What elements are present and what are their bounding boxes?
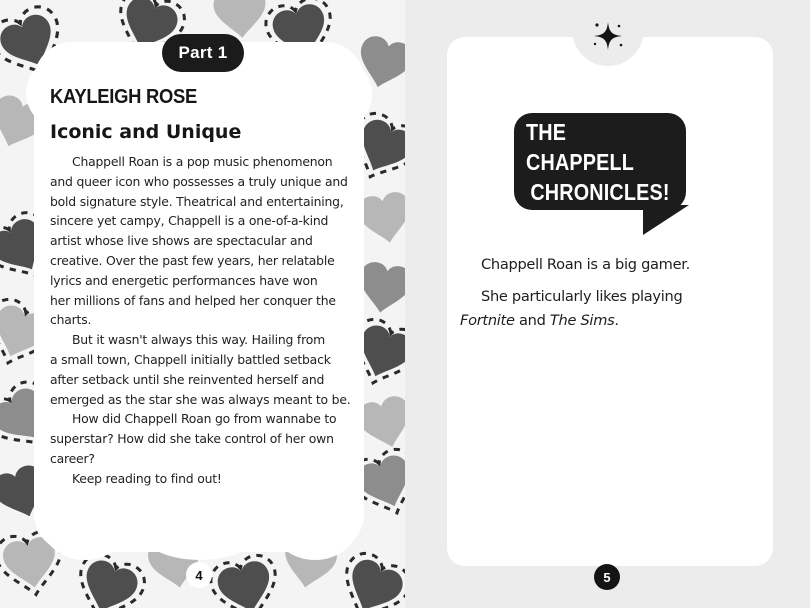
game-title-fortnite: Fortnite [460, 312, 515, 329]
bubble-title-line-2: CHRONICLES! [530, 178, 670, 205]
right-page [405, 0, 810, 608]
body-line: But it wasn't always this way. Hailing from [72, 332, 325, 348]
page-number-left: 4 [186, 562, 212, 588]
body-line: sincere yet campy, Chappell is a one-of-a-kind [50, 213, 329, 229]
panel-bump [270, 480, 360, 560]
body-line: emerged as the star she was always meant to be. [50, 391, 351, 407]
fact-text: Chappell Roan is a big gamer. [481, 256, 690, 273]
speech-tail-icon [643, 205, 689, 235]
body-line: Chappell Roan is a pop music phenomenon [72, 154, 333, 169]
body-line: creative. Over the past few years, her relatable [50, 252, 335, 268]
fact-paragraph-2 [460, 285, 760, 333]
body-line: career? [50, 450, 95, 466]
panel-bump [40, 480, 130, 560]
panel-bump [300, 58, 372, 130]
fact-conjunction: and [514, 312, 550, 329]
body-line: Keep reading to find out! [72, 470, 222, 486]
part-label: Part 1 [162, 34, 244, 72]
chapter-title: Iconic and Unique [50, 121, 242, 143]
panel-bump [140, 500, 260, 560]
fact-text-line [460, 309, 760, 333]
body-line: and queer icon who possesses a truly unique and [50, 173, 348, 189]
body-line: artist whose live shows are spectacular and [50, 233, 313, 249]
speech-bubble [514, 113, 686, 210]
body-line: a small town, Chappell initially battled setback [50, 351, 331, 367]
bubble-title-line-1: THE CHAPPELL [526, 118, 635, 175]
body-line: lyrics and energetic performances have won [50, 272, 318, 288]
body-line: bold signature style. Theatrical and entertaining, [50, 193, 344, 209]
chapter-body [50, 152, 356, 489]
body-line: superstar? How did she take control of her own [50, 431, 334, 447]
sparkle-icon [590, 18, 626, 54]
body-line: How did Chappell Roan go from wannabe to [72, 411, 337, 427]
page-number-right: 5 [594, 564, 620, 590]
game-title-the-sims: The Sims [549, 312, 615, 329]
body-line: her millions of fans and helped her conquer the [50, 292, 336, 308]
body-line: charts. [50, 312, 92, 328]
fact-period: . [614, 312, 619, 329]
body-line: after setback until she reinvented herself and [50, 371, 325, 387]
fact-text: She particularly likes playing [481, 288, 683, 305]
author-name: KAYLEIGH ROSE [50, 86, 198, 108]
fact-paragraph-1 [460, 253, 760, 277]
